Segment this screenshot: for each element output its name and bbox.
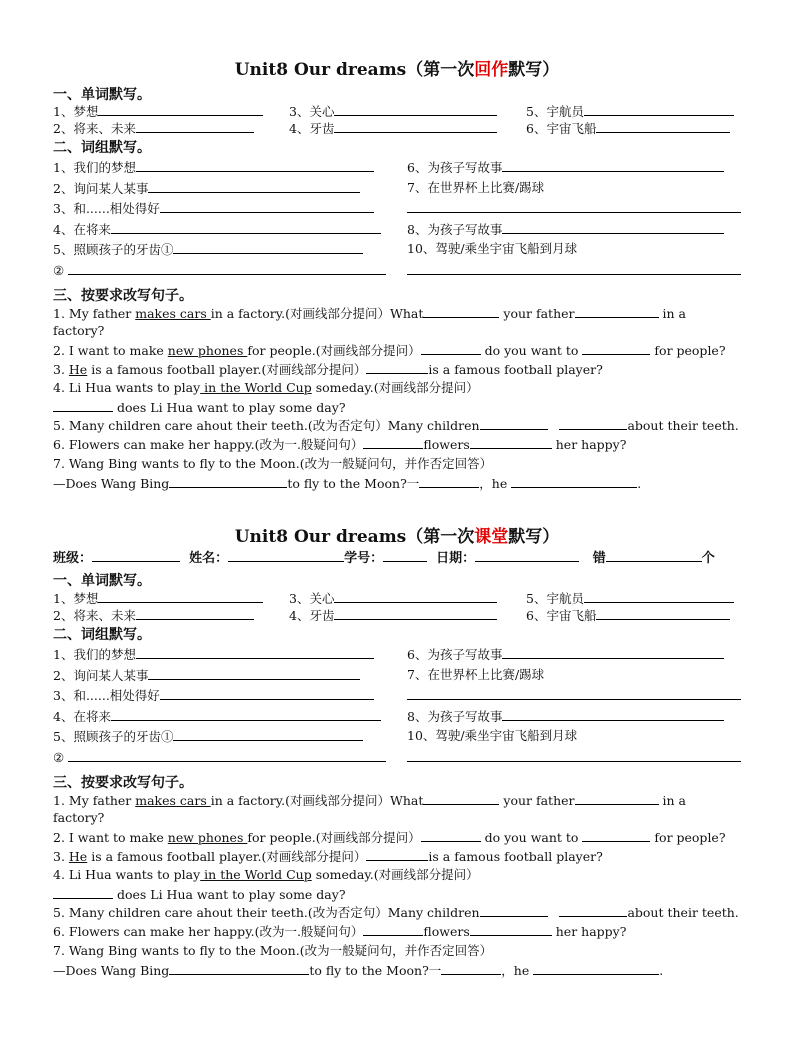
answer-blank[interactable] bbox=[98, 103, 263, 116]
sentence-5: 5. Many children care ahout their teeth.(改为否定句）Many children about their teeth. bbox=[53, 905, 739, 920]
answer-blank[interactable] bbox=[407, 687, 741, 700]
answer-blank[interactable] bbox=[470, 436, 552, 449]
answer-blank[interactable] bbox=[502, 646, 724, 659]
answer-blank[interactable] bbox=[582, 829, 650, 842]
phrase-item: ② bbox=[53, 749, 386, 766]
answer-blank[interactable] bbox=[584, 103, 734, 116]
phrase-item: 3、和......相处得好 bbox=[53, 200, 374, 217]
phrase-item: 2、询问某人某事 bbox=[53, 667, 360, 684]
answer-blank[interactable] bbox=[407, 749, 741, 762]
sentence-3: 3. He is a famous football player.(对画线部分提问） is a famous football player? bbox=[53, 362, 603, 377]
phrase-item: 6、为孩子写故事 bbox=[407, 159, 724, 176]
sentence-2: 2. I want to make new phones for people.(对画线部分提问） do you want to for people? bbox=[53, 830, 726, 845]
section-3-heading: 三、按要求改写句子。 bbox=[53, 775, 193, 791]
worksheet-2-title: Unit8 Our dreams（第一次课堂默写） bbox=[234, 527, 560, 547]
sentence-7: 7. Wang Bing wants to fly to the Moon.(改为一般疑问句，并作否定回答） bbox=[53, 456, 493, 471]
word-item: 3、关心 bbox=[289, 590, 497, 607]
answer-blank[interactable] bbox=[407, 200, 741, 213]
phrase-item bbox=[407, 262, 741, 279]
answer-blank[interactable] bbox=[136, 159, 374, 172]
answer-blank[interactable] bbox=[334, 103, 497, 116]
sentence-1: 1. My father makes cars in a factory.(对画线部分提问）What your father in a bbox=[53, 793, 686, 808]
id-field[interactable] bbox=[383, 549, 427, 562]
section-1-heading: 一、单词默写。 bbox=[53, 87, 151, 103]
phrase-item: 10、驾驶/乘坐宇宙飞船到月球 bbox=[407, 728, 578, 743]
answer-blank[interactable] bbox=[334, 120, 497, 133]
answer-blank[interactable] bbox=[53, 399, 113, 412]
answer-blank[interactable] bbox=[366, 361, 428, 374]
answer-blank[interactable] bbox=[68, 749, 386, 762]
answer-blank[interactable] bbox=[169, 962, 309, 975]
answer-blank[interactable] bbox=[423, 305, 499, 318]
answer-blank[interactable] bbox=[136, 646, 374, 659]
section-1-heading: 一、单词默写。 bbox=[53, 573, 151, 589]
answer-blank[interactable] bbox=[421, 342, 481, 355]
answer-blank[interactable] bbox=[559, 417, 627, 430]
answer-blank[interactable] bbox=[596, 607, 730, 620]
answer-blank[interactable] bbox=[582, 342, 650, 355]
answer-blank[interactable] bbox=[575, 792, 659, 805]
word-item: 4、牙齿 bbox=[289, 607, 497, 624]
answer-blank[interactable] bbox=[470, 923, 552, 936]
sentence-3: 3. He is a famous football player.(对画线部分提问） is a famous football player? bbox=[53, 849, 603, 864]
answer-blank[interactable] bbox=[480, 417, 548, 430]
answer-blank[interactable] bbox=[407, 262, 741, 275]
answer-blank[interactable] bbox=[533, 962, 659, 975]
phrase-item: 1、我们的梦想 bbox=[53, 646, 374, 663]
phrase-item: 4、在将来 bbox=[53, 221, 381, 238]
answer-blank[interactable] bbox=[502, 708, 724, 721]
error-count-field[interactable] bbox=[606, 549, 702, 562]
phrase-item: 6、为孩子写故事 bbox=[407, 646, 724, 663]
answer-blank[interactable] bbox=[363, 436, 423, 449]
sentence-6: 6. Flowers can make her happy.(改为一.般疑问句） flowers her happy? bbox=[53, 437, 627, 452]
answer-blank[interactable] bbox=[480, 904, 548, 917]
phrase-item: 5、照顾孩子的牙齿① bbox=[53, 728, 363, 745]
answer-blank[interactable] bbox=[169, 475, 287, 488]
answer-blank[interactable] bbox=[502, 159, 724, 172]
class-field[interactable] bbox=[92, 549, 180, 562]
phrase-item: 5、照顾孩子的牙齿① bbox=[53, 241, 363, 258]
sentence-4: 4. Li Hua wants to play in the World Cup someday.(对画线部分提问） bbox=[53, 380, 479, 395]
date-field[interactable] bbox=[475, 549, 579, 562]
answer-blank[interactable] bbox=[136, 120, 254, 133]
phrase-item bbox=[407, 687, 741, 704]
answer-blank[interactable] bbox=[334, 590, 497, 603]
answer-blank[interactable] bbox=[596, 120, 730, 133]
answer-blank[interactable] bbox=[502, 221, 724, 234]
phrase-item: 4、在将来 bbox=[53, 708, 381, 725]
section-2-heading: 二、词组默写。 bbox=[53, 627, 151, 643]
answer-blank[interactable] bbox=[68, 262, 386, 275]
answer-blank[interactable] bbox=[575, 305, 659, 318]
word-item: 3、关心 bbox=[289, 103, 497, 120]
phrase-item bbox=[407, 200, 741, 217]
sentence-4-cont: does Li Hua want to play some day? bbox=[53, 399, 346, 416]
answer-blank[interactable] bbox=[160, 200, 374, 213]
section-2-heading: 二、词组默写。 bbox=[53, 140, 151, 156]
answer-blank[interactable] bbox=[511, 475, 637, 488]
answer-blank[interactable] bbox=[584, 590, 734, 603]
word-item: 1、梦想 bbox=[53, 103, 263, 120]
word-item: 5、宇航员 bbox=[526, 103, 734, 120]
sentence-2: 2. I want to make new phones for people.(对画线部分提问） do you want to for people? bbox=[53, 343, 726, 358]
phrase-item: 3、和......相处得好 bbox=[53, 687, 374, 704]
answer-blank[interactable] bbox=[173, 728, 363, 741]
answer-blank[interactable] bbox=[98, 590, 263, 603]
section-3-heading: 三、按要求改写句子。 bbox=[53, 288, 193, 304]
answer-blank[interactable] bbox=[148, 180, 360, 193]
answer-blank[interactable] bbox=[334, 607, 497, 620]
sentence-7: 7. Wang Bing wants to fly to the Moon.(改为一般疑问句，并作否定回答） bbox=[53, 943, 493, 958]
sentence-6: 6. Flowers can make her happy.(改为一.般疑问句） flowers her happy? bbox=[53, 924, 627, 939]
name-field[interactable] bbox=[228, 549, 344, 562]
word-item: 6、宇宙飞船 bbox=[526, 607, 730, 624]
phrase-item: 2、询问某人某事 bbox=[53, 180, 360, 197]
answer-blank[interactable] bbox=[423, 792, 499, 805]
answer-blank[interactable] bbox=[419, 475, 479, 488]
answer-blank[interactable] bbox=[363, 923, 423, 936]
phrase-item: 8、为孩子写故事 bbox=[407, 221, 724, 238]
phrase-item: 7、在世界杯上比赛/踢球 bbox=[407, 180, 545, 195]
answer-blank[interactable] bbox=[366, 848, 428, 861]
sentence-4: 4. Li Hua wants to play in the World Cup someday.(对画线部分提问） bbox=[53, 867, 479, 882]
worksheet-1-title: Unit8 Our dreams（第一次回作默写） bbox=[234, 60, 560, 80]
answer-blank[interactable] bbox=[421, 829, 481, 842]
word-item: 6、宇宙飞船 bbox=[526, 120, 730, 137]
phrase-item: 7、在世界杯上比赛/踢球 bbox=[407, 667, 545, 682]
answer-blank[interactable] bbox=[173, 241, 363, 254]
sentence-1: 1. My father makes cars in a factory.(对画线部分提问）What your father in a bbox=[53, 306, 686, 321]
answer-blank[interactable] bbox=[441, 962, 501, 975]
phrase-item: 8、为孩子写故事 bbox=[407, 708, 724, 725]
phrase-item: ② bbox=[53, 262, 386, 279]
sentence-7-answer: —Does Wang Bing to fly to the Moon?一 ，he . bbox=[53, 963, 664, 978]
word-item: 1、梦想 bbox=[53, 590, 263, 607]
sentence-4-cont: does Li Hua want to play some day? bbox=[53, 886, 346, 903]
phrase-item: 1、我们的梦想 bbox=[53, 159, 374, 176]
answer-blank[interactable] bbox=[148, 667, 360, 680]
student-info-row: 班级： 姓名： 学号： 日期： 错 个 bbox=[53, 551, 715, 566]
answer-blank[interactable] bbox=[111, 221, 381, 234]
word-item: 5、宇航员 bbox=[526, 590, 734, 607]
answer-blank[interactable] bbox=[136, 607, 254, 620]
answer-blank[interactable] bbox=[53, 886, 113, 899]
phrase-item bbox=[407, 749, 741, 766]
phrase-item: 10、驾驶/乘坐宇宙飞船到月球 bbox=[407, 241, 578, 256]
answer-blank[interactable] bbox=[111, 708, 381, 721]
word-item: 4、牙齿 bbox=[289, 120, 497, 137]
sentence-1-cont: factory? bbox=[53, 323, 105, 338]
answer-blank[interactable] bbox=[559, 904, 627, 917]
word-item: 2、将来、未来 bbox=[53, 120, 254, 137]
sentence-1-cont: factory? bbox=[53, 810, 105, 825]
answer-blank[interactable] bbox=[160, 687, 374, 700]
sentence-5: 5. Many children care ahout their teeth.(改为否定句）Many children about their teeth. bbox=[53, 418, 739, 433]
word-item: 2、将来、未来 bbox=[53, 607, 254, 624]
sentence-7-answer: —Does Wang Bing to fly to the Moon?一 ，he . bbox=[53, 476, 642, 491]
